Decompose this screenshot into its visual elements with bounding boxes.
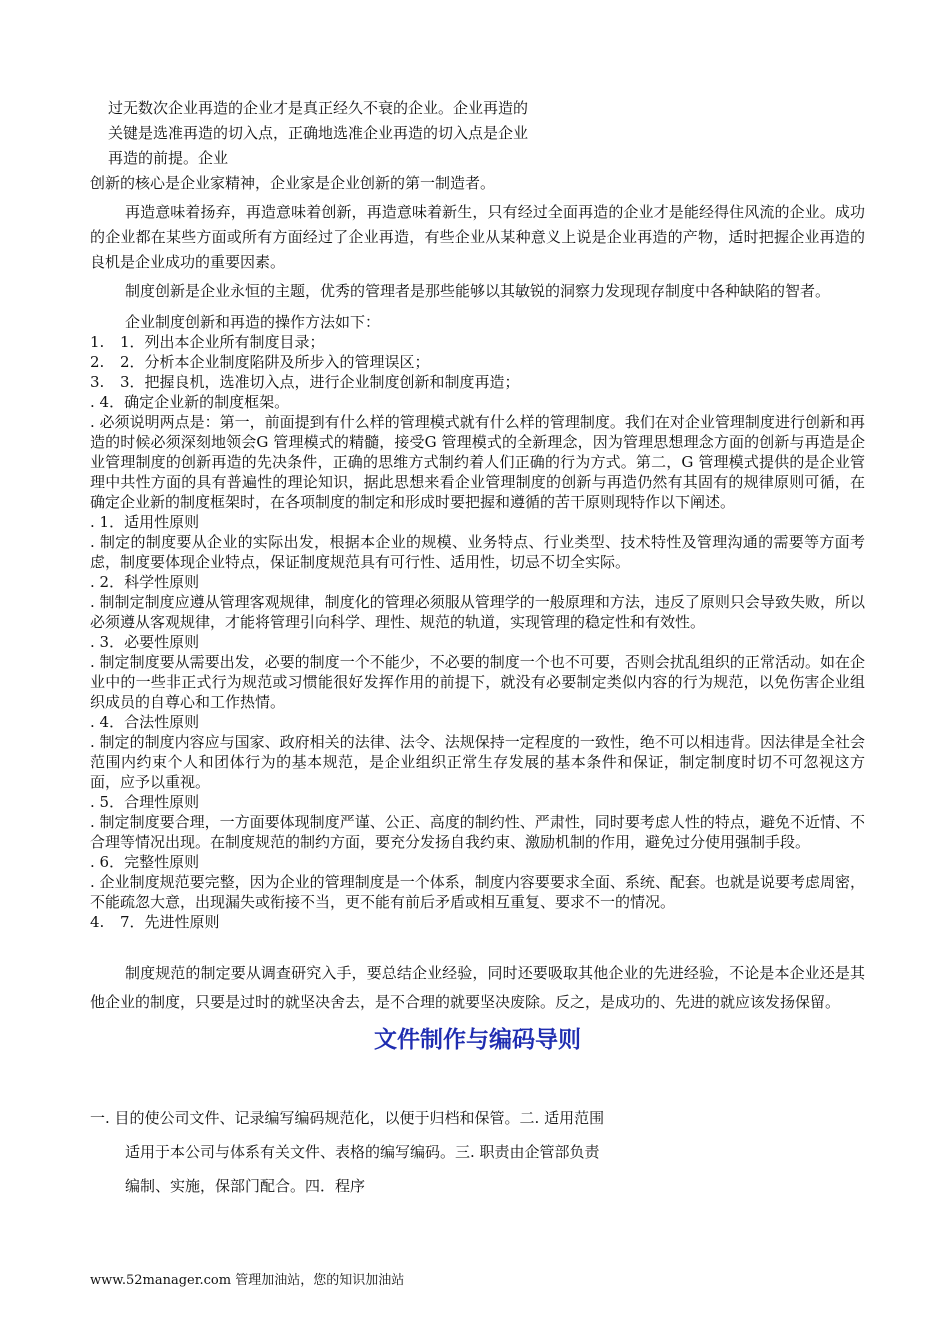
list-number: 4.: [90, 913, 105, 931]
section-title: 文件制作与编码导则: [374, 1027, 581, 1053]
list-text: 3．把握良机，选准切入点，进行企业制度创新和制度再造；: [120, 373, 520, 391]
document-body: [90, 96, 865, 1203]
principle-heading: . 5．合理性原则: [90, 793, 200, 811]
list-item: [90, 372, 865, 392]
principle-heading: . 3．必要性原则: [90, 633, 200, 651]
principle-heading: . 1．适用性原则: [90, 513, 200, 531]
list-number: 1.: [90, 333, 105, 351]
paragraph-advanced: 制度规范的制定要从调查研究入手，要总结企业经验，同时还要吸取其他企业的先进经验，不论是本企业还是其他企业的制度，只要是过时的就坚决舍去，是不合理的就要坚决废除。反之，是成功的、先进的就应该发扬保留。: [90, 964, 865, 1011]
section-line: 适用于本公司与体系有关文件、表格的编写编码。三. 职责由企管部负责: [125, 1143, 600, 1161]
explain-paragraph: . 必须说明两点是：第一，前面提到有什么样的管理模式就有什么样的管理制度。我们在对企业管理制度进行创新和再造的时候必须深刻地领会G 管理模式的精髓，接受G 管理模式的全新理念，因为管理思想理念方面的创新与再造是企业管理制度的创新再造的先决条件，正确的思维方式制约着人们正确的行为方式。第二，G 管理模式提供的是企业管理中共性方面的具有普遍性的理论知识，据此思想来看企业管理制度的创新与再造仍然有其固有的规律原则可循，在确定企业新的制度框架时，在各项制度的制定和形成时要把握和遵循的苦干原则现特作以下阐述。: [90, 413, 865, 511]
principle-body: . 制定制度要从需要出发，必要的制度一个不能少，不必要的制度一个也不可要，否则会扰乱组织的正常活动。如在企业中的一些非正式行为规范或习惯能很好发挥作用的前提下，就没有必要制定类似内容的行为规范，以免伤害企业组织成员的自尊心和工作热情。: [90, 653, 865, 711]
spacer: [90, 932, 865, 959]
text-line: 关键是选准再造的切入点，正确地选准企业再造的切入点是企业: [108, 124, 529, 142]
list-text: 7．先进性原则: [120, 913, 220, 931]
paragraph-rebuild: 再造意味着扬弃，再造意味着创新，再造意味着新生，只有经过全面再造的企业才是能经得住风流的企业。成功的企业都在某些方面或所有方面经过了企业再造，有些企业从某种意义上说是企业再造的产物，适时把握企业再造的良机是企业成功的重要因素。: [90, 203, 865, 271]
spacer: [90, 1057, 865, 1101]
method-intro: 企业制度创新和再造的操作方法如下：: [125, 313, 381, 331]
paragraph-innovation: 制度创新是企业永恒的主题，优秀的管理者是那些能够以其敏锐的洞察力发现现存制度中各种缺陷的智者。: [125, 282, 831, 300]
principle-body: . 制制定制度应遵从管理客观规律，制度化的管理必须服从管理学的一般原理和方法，违反了原则只会导致失败，所以必须遵从客观规律，才能将管理引向科学、理性、规范的轨道，实现管理的稳定性和有效性。: [90, 593, 865, 631]
principle-body: . 制定的制度内容应与国家、政府相关的法律、法令、法规保持一定程度的一致性，绝不可以相违背。因法律是全社会范围内约束个人和团体行为的基本规范，是企业组织正常生存发展的基本条件和保证，制定制度时切不可忽视这方面，应予以重视。: [90, 733, 865, 791]
principle-body: . 制定制度要合理，一方面要体现制度严谨、公正、高度的制约性、严肃性，同时要考虑人性的特点，避免不近情、不合理等情况出现。在制度规范的制约方面，要充分发扬自我约束、激励机制的作用，避免过分使用强制手段。: [90, 813, 865, 851]
principle-body: . 制定的制度要从企业的实际出发，根据本企业的规模、业务特点、行业类型、技术特性及管理沟通的需要等方面考虑，制度要体现企业特点，保证制度规范具有可行性、适用性，切忌不切全实际。: [90, 533, 865, 571]
list-item: [90, 912, 865, 932]
list-item: [90, 332, 865, 352]
principle-heading: . 2．科学性原则: [90, 573, 200, 591]
step-4: . 4．确定企业新的制度框架。: [90, 393, 290, 411]
principle-body: . 企业制度规范要完整，因为企业的管理制度是一个体系，制度内容要要求全面、系统、配套。也就是说要考虑周密，不能疏忽大意，出现漏失或衔接不当，更不能有前后矛盾或相互重复、要求不一的情况。: [90, 873, 865, 911]
principle-heading: . 6．完整性原则: [90, 853, 200, 871]
text-line: 再造的前提。企业: [108, 149, 229, 167]
text-line: 创新的核心是企业家精神，企业家是企业创新的第一制造者。: [90, 174, 496, 192]
list-number: 3.: [90, 373, 105, 391]
section-line: 一. 目的使公司文件、记录编写编码规范化，以便于归档和保管。二. 适用范围: [90, 1109, 605, 1127]
list-text: 1．列出本企业所有制度目录；: [120, 333, 325, 351]
footer-text: www.52manager.com 管理加油站，您的知识加油站: [90, 1273, 405, 1288]
list-number: 2.: [90, 353, 105, 371]
section-line: 编制、实施，保部门配合。四．程序: [125, 1177, 366, 1195]
text-line: 过无数次企业再造的企业才是真正经久不衰的企业。企业再造的: [108, 99, 529, 117]
principle-heading: . 4．合法性原则: [90, 713, 200, 731]
list-item: [90, 352, 865, 372]
list-text: 2．分析本企业制度陷阱及所步入的管理误区；: [120, 353, 430, 371]
